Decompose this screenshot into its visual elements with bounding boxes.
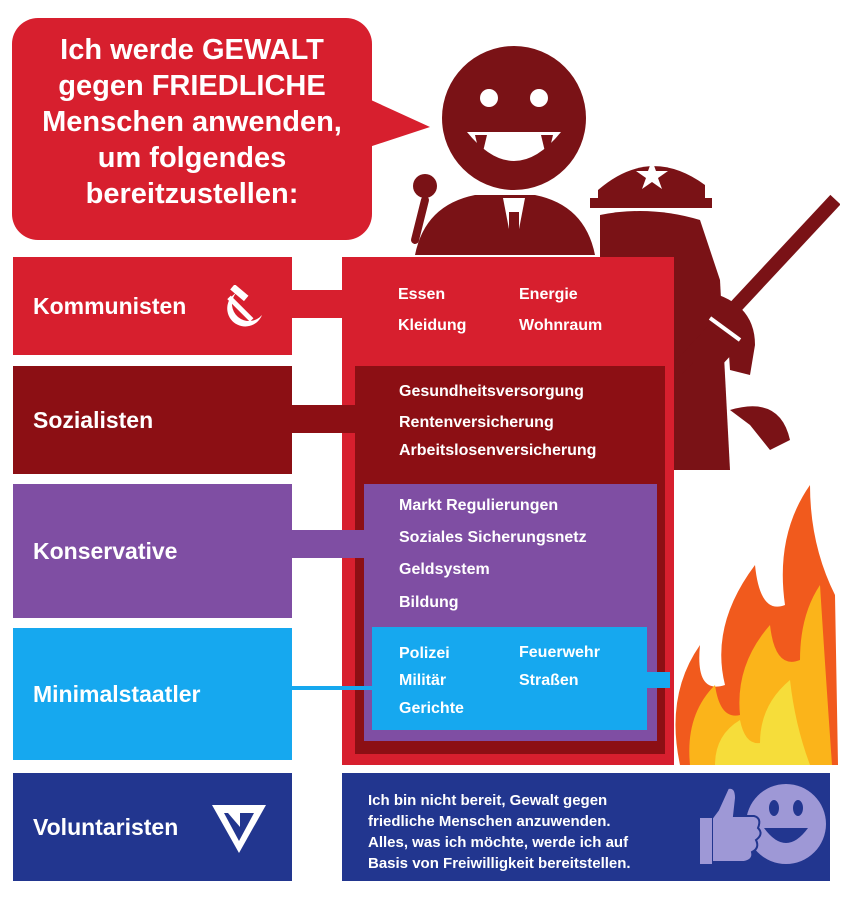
socialist-connector bbox=[292, 405, 360, 433]
minarchist-connector-right bbox=[644, 672, 670, 688]
communist-item-clothing: Kleidung bbox=[398, 317, 467, 334]
speech-bubble-text: Ich werde GEWALT gegen FRIEDLICHE Menschen anwenden, um folgendes bereitzustellen: bbox=[42, 34, 342, 210]
communist-item-housing: Wohnraum bbox=[519, 317, 603, 334]
hammer-sickle-icon bbox=[224, 285, 268, 329]
fire-icon bbox=[660, 445, 840, 765]
voluntarist-statement: Ich bin nicht bereit, Gewalt gegen friedliche Menschen anzuwenden. Alles, was ich möchte, werde ich auf Basis von Freiwilligkeit bereitstellen. bbox=[368, 792, 631, 872]
minarchist-item-roads: Straßen bbox=[519, 672, 579, 689]
thumbs-up-smiley-icon bbox=[698, 778, 828, 878]
conservative-item-safety-net: Soziales Sicherungsnetz bbox=[399, 529, 587, 546]
minarchist-label-box bbox=[13, 628, 292, 760]
conservative-connector bbox=[292, 530, 370, 558]
socialist-item-healthcare: Gesundheitsversorgung bbox=[399, 383, 584, 400]
communist-label: Kommunisten bbox=[33, 292, 187, 319]
conservative-label-box bbox=[13, 484, 292, 618]
minarchist-label: Minimalstaatler bbox=[33, 680, 201, 707]
communist-connector bbox=[292, 290, 347, 318]
voluntarist-label: Voluntaristen bbox=[33, 813, 179, 840]
minarchist-item-fire-dept: Feuerwehr bbox=[519, 644, 600, 661]
minarchist-item-military: Militär bbox=[399, 672, 447, 689]
socialist-item-pension: Rentenversicherung bbox=[399, 414, 554, 431]
socialist-label: Sozialisten bbox=[33, 406, 154, 433]
communist-item-food: Essen bbox=[398, 286, 446, 303]
conservative-label: Konservative bbox=[33, 537, 178, 564]
v-symbol-icon bbox=[212, 805, 266, 853]
socialist-item-unemployment: Arbeitslosenversicherung bbox=[399, 442, 597, 459]
socialist-label-box bbox=[13, 366, 292, 474]
conservative-item-regulation: Markt Regulierungen bbox=[399, 497, 559, 514]
minarchist-item-police: Polizei bbox=[399, 645, 450, 662]
conservative-item-education: Bildung bbox=[399, 594, 459, 611]
conservative-item-money: Geldsystem bbox=[399, 561, 490, 578]
minarchist-item-courts: Gerichte bbox=[399, 700, 464, 717]
communist-item-energy: Energie bbox=[519, 286, 578, 303]
